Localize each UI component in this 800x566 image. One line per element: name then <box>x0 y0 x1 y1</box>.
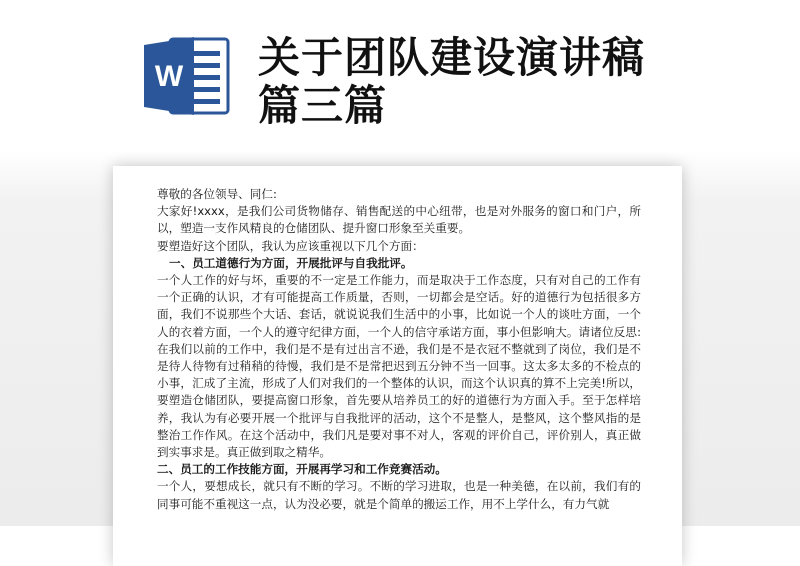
title-line-1: 关于团队建设演讲稿 <box>258 33 646 82</box>
salutation: 尊敬的各位领导、同仁: <box>157 187 277 201</box>
word-document-icon <box>142 33 232 119</box>
section-heading-1: 一、员工道德行为方面，开展批评与自我批评。 <box>169 255 413 270</box>
page-header <box>0 0 800 150</box>
lead-sentence: 要塑造好这个团队，我认为应该重视以下几个方面： <box>157 238 424 253</box>
section-paragraph-1: 一个人工作的好与坏，重要的不一定是工作能力，而是取决于工作态度，只有对自己的工作有一个正确的认识，才有可能提高工作质量，否则，一切都会是空话。好的道德行为包括很多方面，我们不说那些个大话、套话，就说说我们生活中的小事，比如说一个人的谈吐方面，一个人的衣着方面，一个人的遵守纪律方面，一个人的信守承诺方面，事小但影响大。请诸位反思: 在我们以前的工作中，我们是不是有过出言不逊，我们是不是衣冠不整就到了岗位，我们是不是待人待物有过稍稍的待慢，我们是不是常把迟到五分钟不当一回事。这太多太多的不检点的小事，汇成了主流，形成了人们对我们的一个整体的认识，而这个认识真的算不上完美!所以，要塑造仓储团队，要提高窗口形象，首先要从培养员工的好的道德行为方面入手。至于怎样培养，我认为有必要开展一个批评与自我批评的活动，这个不是整人，是整风，这个整风指的是整治工作作风。在这个活动中，我们凡是要对事不对人，客观的评价自己，评价别人，真正做到实事求是。真正做到取之精华。 <box>157 273 641 460</box>
document-body <box>157 186 641 513</box>
section-paragraph-2: 一个人，要想成长，就只有不断的学习。不断的学习进取，也是一种美德，在以前，我们有的同事可能不重视这一点，认为没必要，就是个简单的搬运工作，用不上学什么，有力气就 <box>157 479 641 511</box>
page-title <box>258 34 778 130</box>
word-icon-letter: W <box>154 60 184 93</box>
title-line-2: 篇三篇 <box>258 81 388 130</box>
document-page <box>113 166 682 566</box>
intro-paragraph: 大家好!xxxx，是我们公司货物储存、销售配送的中心纽带，也是对外服务的窗口和门户，所以，塑造一支作风精良的仓储团队、提升窗口形象至关重要。 <box>157 204 641 236</box>
section-heading-2: 二、员工的工作技能方面，开展再学习和工作竞赛活动。 <box>157 462 447 477</box>
